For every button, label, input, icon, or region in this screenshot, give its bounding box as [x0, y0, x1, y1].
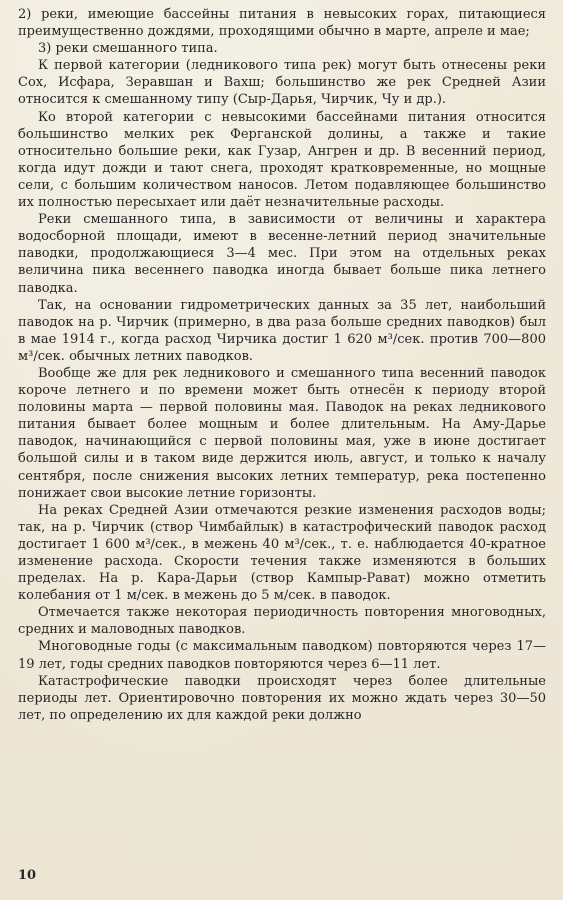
paragraph-chirchik-flood: Так, на основании гидрометрических данных за 35 лет, наибольший паводок на р. Чирчик (примерно, в два раза больше средних паводков) был в мае 1914 г., когда расход Чирчика достиг 1 620 м³/сек. против 700—800 м³/сек. обычных летних паводков.: [18, 297, 546, 364]
paragraph-mixed-type-rivers: Реки смешанного типа, в зависимости от величины и характера водосборной площади, имеют в весенне-летний период значительные паводки, продолжающиеся 3—4 мес. При этом на отдельных реках величина пика весеннего паводка иногда бывает больше пика летнего паводка.: [18, 212, 546, 296]
paragraph-high-water-years: Многоводные годы (с максимальным паводком) повторяются через 17—19 лет, годы средних паводков повторяются через 6—11 лет.: [18, 639, 546, 672]
paragraph-catastrophic-floods: Катастрофические паводки происходят через более длительные периоды лет. Ориентировочно повторения их можно ждать через 30—50 лет, по определению их для каждой реки должно: [18, 673, 546, 723]
paragraph-item-3: 3) реки смешанного типа.: [38, 41, 218, 57]
body-text: [18, 6, 546, 724]
paragraph-low-basin-rivers: Ко второй категории с невысокими бассейнами питания относится большинство мелких рек Ферганской долины, а также и такие относительно большие реки, как Гузар, Ангрен и др. В весенний период, когда идут дожди и тают снега, проходят кратковременные, но мощные сели, с большим количеством наносов. Летом подавляющее большинство их полностью пересыхает или даёт незначительные расходы.: [18, 109, 546, 211]
paragraph-glacial-rivers: К первой категории (ледникового типа рек) могут быть отнесены реки Сох, Исфара, Зеравшан и Вахш; большинство же рек Средней Азии относится к смешанному типу (Сыр-Дарья, Чирчик, Чу и др.).: [18, 58, 546, 108]
paragraph-periodicity: Отмечается также некоторая периодичность повторения многоводных, средних и маловодных паводков.: [18, 605, 546, 638]
page-number: 10: [18, 868, 37, 883]
paragraph-item-2: 2) реки, имеющие бассейны питания в невысоких горах, питающиеся преимущественно дождями, проходящими обычно в марте, апреле и мае;: [18, 7, 546, 40]
paragraph-flood-timing: Вообще же для рек ледникового и смешанного типа весенний паводок короче летнего и по времени может быть отнесён к периоду второй половины марта — первой половины мая. Паводок на реках ледникового питания бывает более мощным и более длительным. На Аму-Дарье паводок, начинающийся с первой половины мая, уже в июне достигает большой силы и в таком виде держится июль, август, и только к началу сентября, после снижения высоких летних температур, река постепенно понижает свои высокие летние горизонты.: [18, 365, 546, 501]
paragraph-discharge-changes: На реках Средней Азии отмечаются резкие изменения расходов воды; так, на р. Чирчик (створ Чимбайлык) в катастрофический паводок расход достигает 1 600 м³/сек., в межень 40 м³/сек., т. е. наблюдается 40-кратное изменение расхода. Скорости течения также изменяются в больших пределах. На р. Кара-Дарьи (створ Кампыр-Рават) можно отметить колебания от 1 м/сек. в межень до 5 м/сек. в паводок.: [18, 502, 546, 604]
